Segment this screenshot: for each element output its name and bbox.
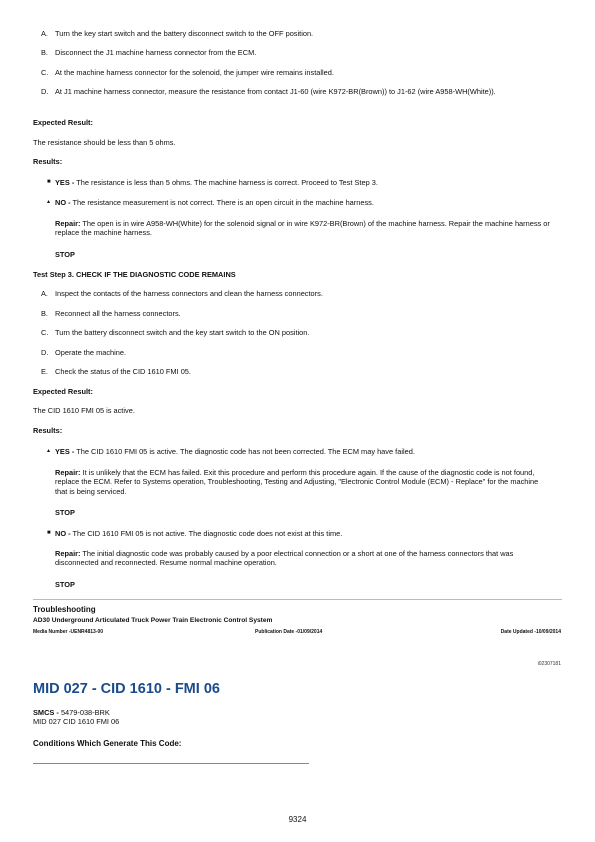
step-text: Operate the machine. <box>55 348 127 357</box>
publication-date: Publication Date -01/09/2014 <box>255 629 323 635</box>
no-label: NO - <box>55 198 71 207</box>
smcs-line <box>33 708 110 717</box>
stop-label: STOP <box>55 508 75 517</box>
repair-label: Repair: <box>55 549 81 558</box>
step-letter: A. <box>41 29 48 38</box>
repair-paragraph <box>55 219 550 238</box>
step-text: Inspect the contacts of the harness connectors and clean the harness connectors. <box>55 289 323 298</box>
results-heading: Results: <box>33 157 63 166</box>
step-text: Check the status of the CID 1610 FMI 05. <box>55 367 191 376</box>
image-placeholder-line <box>33 763 309 764</box>
step-letter: E. <box>41 367 48 376</box>
date-updated: Date Updated -10/09/2014 <box>500 629 561 635</box>
no-label: NO - <box>55 529 71 538</box>
step-text: Disconnect the J1 machine harness connector from the ECM. <box>55 48 257 57</box>
step-letter: B. <box>41 309 48 318</box>
expected-result-heading: Expected Result: <box>33 118 93 127</box>
bullet-icon: ▴ <box>47 448 51 454</box>
expected-result-text: The CID 1610 FMI 05 is active. <box>33 406 135 415</box>
step-letter: C. <box>41 328 49 337</box>
step-text: Turn the battery disconnect switch and the key start switch to the ON position. <box>55 328 310 337</box>
repair-label: Repair: <box>55 468 81 477</box>
result-yes <box>55 178 550 187</box>
repair-text: It is unlikely that the ECM has failed. Exit this procedure and perform this procedure again. If the cause of the diagnostic code is not found, replace the ECM. Refer to Systems operation, Troubleshooting, Testing and Adjusting, "Electronic Control Module (ECM) - Replace" for the machine that is being serviced. <box>55 468 539 496</box>
repair-paragraph <box>55 549 550 568</box>
result-no <box>55 198 550 207</box>
step-text: At the machine harness connector for the solenoid, the jumper wire remains installed. <box>55 68 334 77</box>
repair-paragraph <box>55 468 550 496</box>
document-id: i02307181 <box>537 661 561 667</box>
stop-label: STOP <box>55 580 75 589</box>
footer-title: Troubleshooting <box>33 605 96 614</box>
no-text: The resistance measurement is not correct. There is an open circuit in the machine harness. <box>72 198 374 207</box>
yes-label: YES - <box>55 447 75 456</box>
page-title: MID 027 - CID 1610 - FMI 06 <box>33 681 220 697</box>
no-text: The CID 1610 FMI 05 is not active. The diagnostic code does not exist at this time. <box>72 529 343 538</box>
expected-result-text: The resistance should be less than 5 ohms. <box>33 138 176 147</box>
result-yes <box>55 447 550 456</box>
yes-label: YES - <box>55 178 75 187</box>
yes-text: The resistance is less than 5 ohms. The machine harness is correct. Proceed to Test Step 3. <box>76 178 378 187</box>
repair-label: Repair: <box>55 219 81 228</box>
repair-text: The initial diagnostic code was probably caused by a poor electrical connection or a short at one of the harness connectors that was disconnected and reconnected. Resume normal machine operation. <box>55 549 514 568</box>
bullet-icon: ■ <box>47 179 51 185</box>
step-text: At J1 machine harness connector, measure the resistance from contact J1-60 (wire K972-BR(Brown)) to J1-62 (wire A958-WH(White)). <box>55 87 496 96</box>
media-number: Media Number -UENR4813-00 <box>33 629 104 635</box>
step-letter: D. <box>41 87 49 96</box>
bullet-icon: ■ <box>47 530 51 536</box>
divider <box>33 599 562 600</box>
footer-subtitle: AD30 Underground Articulated Truck Power Train Electronic Control System <box>33 617 273 624</box>
smcs-label: SMCS - <box>33 708 59 717</box>
conditions-heading: Conditions Which Generate This Code: <box>33 739 182 748</box>
step-letter: B. <box>41 48 48 57</box>
expected-result-heading: Expected Result: <box>33 387 93 396</box>
test-step-heading: Test Step 3. CHECK IF THE DIAGNOSTIC CODE REMAINS <box>33 270 236 279</box>
page-number: 9324 <box>288 815 307 824</box>
smcs-code: 5479-038-BRK <box>60 708 110 717</box>
results-heading: Results: <box>33 426 63 435</box>
result-no <box>55 529 550 538</box>
bullet-icon: ▴ <box>47 199 51 205</box>
step-text: Reconnect all the harness connectors. <box>55 309 181 318</box>
yes-text: The CID 1610 FMI 05 is active. The diagnostic code has not been corrected. The ECM may have failed. <box>76 447 415 456</box>
stop-label: STOP <box>55 250 75 259</box>
step-letter: C. <box>41 68 49 77</box>
repair-text: The open is in wire A958-WH(White) for the solenoid signal or in wire K972-BR(Brown) of the machine harness. Repair the machine harness or replace the machine harness. <box>55 219 550 238</box>
step-letter: A. <box>41 289 48 298</box>
step-letter: D. <box>41 348 49 357</box>
step-text: Turn the key start switch and the battery disconnect switch to the OFF position. <box>55 29 314 38</box>
smcs-line-2: MID 027 CID 1610 FMI 06 <box>33 717 120 726</box>
